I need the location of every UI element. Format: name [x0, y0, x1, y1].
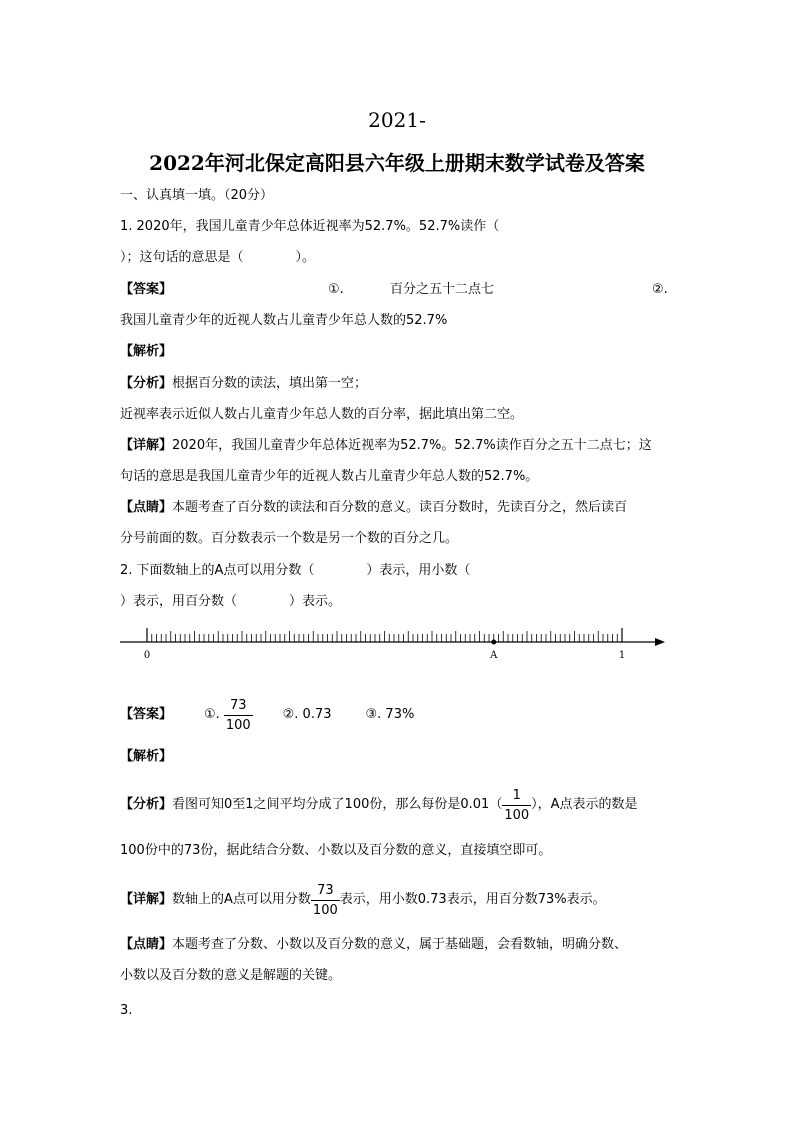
- q1-answer-label: 【答案】: [120, 282, 173, 297]
- q2-fenxi-text-after: ），A点表示的数是: [531, 797, 638, 812]
- number-line-ticks: [147, 628, 622, 642]
- q1-fenxi: [120, 376, 367, 392]
- q2-xiangjie-before: 数轴上的A点可以用分数: [172, 892, 311, 907]
- q2-xiangjie-label: 【详解】: [120, 892, 173, 907]
- q2-answer-mark-2: ②. 0.73: [282, 707, 332, 722]
- q1-xiangjie-text: 2020年，我国儿童青少年总体近视率为52.7%。52.7%读作百分之五十二点七；这: [172, 438, 652, 453]
- q1-dianjing-label: 【点睛】: [120, 500, 173, 515]
- point-a-dot: [491, 640, 496, 645]
- q2-dianjing: [120, 937, 627, 953]
- q1-jiexi-label: 【解析】: [120, 344, 173, 359]
- q2-fenxi-text-before: 看图可知0至1之间平均分成了100份，那么每份是0.01（: [172, 797, 503, 812]
- q1-xiangjie-line-2: 句话的意思是我国儿童青少年的近视人数占儿童青少年总人数的52.7%。: [120, 469, 539, 484]
- q1-answer-mark-1: ①.: [328, 282, 344, 297]
- q2-dianjing-line-2: 小数以及百分数的意义是解题的关键。: [120, 968, 342, 983]
- q2-answer-mark-3: ③. 73%: [365, 707, 415, 722]
- q2-fenxi-frac-den: 100: [502, 805, 531, 823]
- q2-xiangjie: [120, 875, 606, 925]
- q2-fenxi-line-2: 100份中的73份，据此结合分数、小数以及百分数的意义，直接填空即可。: [120, 843, 552, 858]
- q1-answer-line-2: 我国儿童青少年的近视人数占儿童青少年总人数的52.7%: [120, 313, 448, 328]
- q1-line-2: ）；这句话的意思是（ ）。: [120, 250, 316, 265]
- section-heading: 一、认真填一填。（20分）: [120, 188, 274, 203]
- q2-answer-fraction: [224, 698, 253, 733]
- number-line: [112, 620, 672, 665]
- q2-fenxi-frac-num: 1: [512, 787, 521, 803]
- q1-dianjing-line-2: 分号前面的数。百分数表示一个数是另一个数的百分之几。: [120, 531, 459, 546]
- q2-fenxi-fraction: [502, 788, 531, 823]
- q1-dianjing: [120, 500, 627, 516]
- q2-answer-frac-den: 100: [224, 715, 253, 733]
- q2-line-1: 2. 下面数轴上的A点可以用分数（ ）表示，用小数（: [120, 563, 471, 578]
- q1-fenxi-line-2: 近视率表示近似人数占儿童青少年总人数的百分率，据此填出第二空。: [120, 407, 524, 422]
- q1-answer-mark-2: ②.: [652, 282, 668, 297]
- q1-line-1: 1. 2020年，我国儿童青少年总体近视率为52.7%。52.7%读作（: [120, 219, 500, 234]
- q2-xiangjie-after: 表示，用小数0.73表示，用百分数73%表示。: [339, 892, 606, 907]
- q2-fenxi: [120, 780, 638, 830]
- q2-jiexi-label: 【解析】: [120, 749, 173, 764]
- q2-answer-mark-1: ①.: [204, 707, 220, 722]
- q2-answer: [120, 690, 414, 740]
- q1-xiangjie: [120, 438, 652, 454]
- q1-fenxi-label: 【分析】: [120, 376, 173, 391]
- q1-answer-text-1: 百分之五十二点七: [390, 282, 495, 297]
- number-line-label-1: 1: [618, 650, 626, 661]
- q1-fenxi-text: 根据百分数的读法，填出第一空；: [172, 376, 368, 391]
- number-line-arrow-icon: [655, 638, 665, 646]
- number-line-label-a: A: [490, 650, 498, 661]
- q2-answer-label: 【答案】: [120, 707, 173, 722]
- q2-dianjing-text: 本题考查了分数、小数以及百分数的意义，属于基础题，会看数轴，明确分数、: [172, 937, 628, 952]
- q3-label: 3.: [120, 1003, 133, 1018]
- q2-line-2: ）表示，用百分数（ ）表示。: [120, 594, 342, 609]
- title-line-2: 2022年河北保定高阳县六年级上册期末数学试卷及答案: [149, 151, 645, 175]
- q2-xiangjie-frac-den: 100: [311, 900, 340, 918]
- q2-dianjing-label: 【点睛】: [120, 937, 173, 952]
- q1-dianjing-text: 本题考查了百分数的读法和百分数的意义。读百分数时，先读百分之，然后读百: [172, 500, 628, 515]
- q2-answer-frac-num: 73: [229, 697, 247, 713]
- q2-fenxi-label: 【分析】: [120, 797, 173, 812]
- q1-xiangjie-label: 【详解】: [120, 438, 173, 453]
- title-line-1: 2021-: [368, 108, 426, 132]
- q2-xiangjie-fraction: [311, 883, 340, 918]
- q2-xiangjie-frac-num: 73: [317, 882, 334, 898]
- number-line-label-0: 0: [143, 650, 151, 661]
